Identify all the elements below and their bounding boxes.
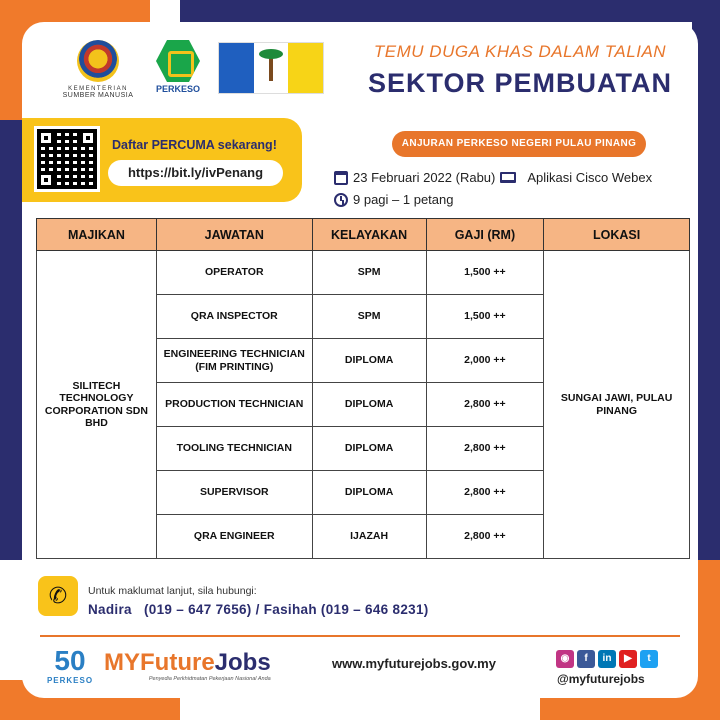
penang-flag — [218, 42, 324, 94]
poster-subtitle: TEMU DUGA KHAS DALAM TALIAN — [373, 42, 667, 61]
perkeso-50-number: 50 — [54, 645, 86, 676]
youtube-icon[interactable]: ▶ — [619, 650, 637, 668]
position-cell: PRODUCTION TECHNICIAN — [156, 383, 312, 427]
background-navy-band — [180, 0, 720, 22]
salary-cell: 1,500 ++ — [426, 251, 544, 295]
ministry-line2: SUMBER MANUSIA — [62, 92, 134, 99]
qualification-cell: DIPLOMA — [312, 339, 426, 383]
clock-icon — [334, 193, 348, 207]
registration-prompt: Daftar PERCUMA sekarang! — [112, 138, 277, 152]
salary-cell: 2,800 ++ — [426, 427, 544, 471]
ministry-line1: KEMENTERIAN — [68, 86, 128, 92]
poster-title: SEKTOR PEMBUATAN — [367, 68, 672, 98]
event-time: 9 pagi – 1 petang — [353, 192, 454, 207]
perkeso-logo-text: PERKESO — [155, 84, 200, 94]
table-header-row — [37, 219, 690, 251]
position-cell: ENGINEERING TECHNICIAN (FIM PRINTING) — [156, 339, 312, 383]
ministry-logo — [48, 40, 148, 104]
position-cell: QRA ENGINEER — [156, 515, 312, 559]
salary-cell: 2,800 ++ — [426, 383, 544, 427]
social-handle[interactable]: @myfuturejobs — [557, 672, 645, 686]
contact-label: Untuk maklumat lanjut, sila hubungi: — [88, 585, 257, 597]
linkedin-icon[interactable]: in — [598, 650, 616, 668]
salary-cell: 2,800 ++ — [426, 471, 544, 515]
laptop-icon — [500, 172, 516, 183]
qualification-cell: SPM — [312, 251, 426, 295]
salary-cell: 2,000 ++ — [426, 339, 544, 383]
jobs-table — [36, 218, 690, 559]
event-date: 23 Februari 2022 (Rabu) — [353, 170, 496, 185]
header-majikan: MAJIKAN — [37, 219, 157, 251]
perkeso-50-logo — [44, 646, 96, 685]
header-kelayakan: KELAYAKAN — [312, 219, 426, 251]
qr-pattern — [37, 129, 97, 189]
instagram-icon[interactable]: ◉ — [556, 650, 574, 668]
qualification-cell: DIPLOMA — [312, 383, 426, 427]
header-jawatan: JAWATAN — [156, 219, 312, 251]
contact-numbers[interactable]: Nadira (019 – 647 7656) / Fasihah (019 – 646 8231) — [88, 602, 429, 617]
facebook-icon[interactable]: f — [577, 650, 595, 668]
twitter-icon[interactable]: t — [640, 650, 658, 668]
location-cell: SUNGAI JAWI, PULAU PINANG — [544, 251, 690, 559]
coat-of-arms-icon — [77, 40, 119, 82]
employer-cell: SILITECH TECHNOLOGY CORPORATION SDN BHD — [37, 251, 157, 559]
perkeso-hexagon-icon — [156, 40, 200, 82]
phone-badge — [38, 576, 78, 616]
website-link[interactable]: www.myfuturejobs.gov.my — [332, 656, 496, 671]
phone-icon: ✆ — [48, 583, 68, 609]
myfuturejobs-logo — [104, 650, 271, 682]
event-platform: Aplikasi Cisco Webex — [527, 170, 653, 185]
registration-link[interactable]: https://bit.ly/ivPenang — [108, 160, 283, 186]
position-cell: TOOLING TECHNICIAN — [156, 427, 312, 471]
perkeso-logo — [152, 40, 204, 96]
social-icons — [556, 650, 658, 668]
header-gaji: GAJI (RM) — [426, 219, 544, 251]
header-lokasi: LOKASI — [544, 219, 690, 251]
myfuturejobs-tagline: Penyedia Perkhidmatan Pekerjaan Nasional Anda — [148, 676, 271, 682]
myfuturejobs-wordmark: MYFutureJobs — [104, 649, 271, 676]
salary-cell: 2,800 ++ — [426, 515, 544, 559]
position-cell: QRA INSPECTOR — [156, 295, 312, 339]
qualification-cell: SPM — [312, 295, 426, 339]
footer-divider — [40, 635, 680, 637]
calendar-icon — [334, 171, 348, 185]
salary-cell: 1,500 ++ — [426, 295, 544, 339]
qualification-cell: IJAZAH — [312, 515, 426, 559]
qr-code[interactable] — [34, 126, 100, 192]
position-cell: SUPERVISOR — [156, 471, 312, 515]
qualification-cell: DIPLOMA — [312, 427, 426, 471]
event-time-line — [334, 192, 453, 207]
palm-tree-icon — [269, 55, 273, 81]
event-date-line — [334, 170, 652, 185]
qualification-cell: DIPLOMA — [312, 471, 426, 515]
position-cell: OPERATOR — [156, 251, 312, 295]
table-row — [37, 251, 690, 295]
perkeso-50-text: PERKESO — [46, 676, 94, 685]
organizer-badge: ANJURAN PERKESO NEGERI PULAU PINANG — [392, 131, 646, 157]
